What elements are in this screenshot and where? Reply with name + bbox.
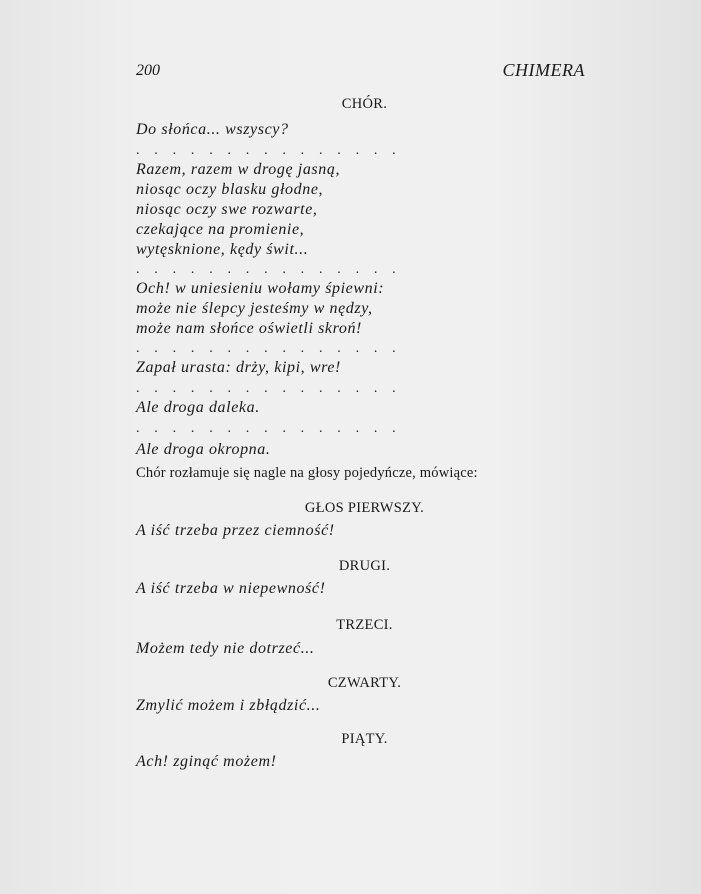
ellipsis-dot: . — [154, 262, 158, 277]
ellipsis-dot: . — [373, 381, 378, 396]
verse-line: wytęsknione, kędy świt... — [136, 241, 309, 258]
ellipsis-dot: . — [355, 262, 360, 277]
ellipsis-row — [136, 341, 410, 357]
ellipsis-dot: . — [373, 421, 378, 436]
verse-line: Zmylić możem i zbłądzić... — [136, 697, 321, 714]
ellipsis-dot: . — [172, 262, 177, 277]
ellipsis-dot: . — [136, 262, 140, 277]
ellipsis-dot: . — [318, 143, 323, 158]
speaker-heading — [0, 500, 701, 517]
ellipsis-dot: . — [227, 421, 231, 436]
verse-line: czekające na promienie, — [136, 221, 305, 238]
ellipsis-dot: . — [136, 143, 140, 158]
speaker-label: TRZECI. — [336, 617, 393, 633]
ellipsis-dot: . — [392, 143, 396, 158]
ellipsis-dot: . — [245, 262, 250, 277]
ellipsis-dot: . — [227, 381, 231, 396]
verse-line: A iść trzeba w niepewność! — [136, 580, 326, 597]
page-number: 200 — [136, 62, 160, 79]
ellipsis-dot: . — [190, 262, 195, 277]
verse-line: Zapał urasta: drży, kipi, wre! — [136, 359, 341, 376]
speaker-label: GŁOS PIERWSZY. — [304, 500, 425, 516]
ellipsis-dot: . — [154, 143, 158, 158]
ellipsis-dot: . — [154, 421, 158, 436]
verse-line: Do słońca... wszyscy? — [136, 121, 289, 138]
ellipsis-dot: . — [282, 143, 286, 158]
ellipsis-dot: . — [300, 341, 305, 356]
ellipsis-dot: . — [373, 143, 378, 158]
verse-line: Razem, razem w drogę jasną, — [136, 161, 341, 178]
verse-line: może nie ślepcy jesteśmy w nędzy, — [136, 300, 373, 317]
ellipsis-row — [136, 143, 410, 159]
ellipsis-dot: . — [318, 381, 323, 396]
ellipsis-dot: . — [337, 143, 341, 158]
ellipsis-dot: . — [300, 421, 305, 436]
running-title: CHIMERA — [502, 60, 585, 80]
ellipsis-dot: . — [209, 381, 213, 396]
ellipsis-dot: . — [355, 341, 360, 356]
ellipsis-dot: . — [282, 341, 286, 356]
ellipsis-dot: . — [136, 421, 140, 436]
ellipsis-dot: . — [282, 262, 286, 277]
ellipsis-dot: . — [172, 381, 177, 396]
ellipsis-dot: . — [264, 341, 268, 356]
speaker-heading — [0, 675, 701, 692]
ellipsis-dot: . — [318, 341, 323, 356]
speaker-heading — [0, 96, 701, 113]
ellipsis-dot: . — [245, 143, 250, 158]
ellipsis-dot: . — [264, 381, 268, 396]
verse-line: Możem tedy nie dotrzeć... — [136, 640, 315, 657]
speaker-heading — [0, 617, 701, 634]
ellipsis-dot: . — [318, 421, 323, 436]
ellipsis-dot: . — [154, 381, 158, 396]
ellipsis-dot: . — [392, 262, 396, 277]
verse-line: A iść trzeba przez ciemność! — [136, 522, 335, 539]
ellipsis-dot: . — [209, 262, 213, 277]
ellipsis-dot: . — [264, 262, 268, 277]
ellipsis-dot: . — [190, 341, 195, 356]
ellipsis-dot: . — [355, 381, 360, 396]
ellipsis-dot: . — [172, 421, 177, 436]
ellipsis-dot: . — [209, 421, 213, 436]
ellipsis-dot: . — [300, 143, 305, 158]
speaker-heading — [0, 731, 701, 748]
ellipsis-dot: . — [318, 262, 323, 277]
speaker-label: CHÓR. — [341, 96, 388, 112]
ellipsis-dot: . — [392, 381, 396, 396]
speaker-label: PIĄTY. — [341, 731, 388, 747]
ellipsis-dot: . — [282, 381, 286, 396]
ellipsis-dot: . — [373, 341, 378, 356]
ellipsis-dot: . — [190, 381, 195, 396]
ellipsis-dot: . — [373, 262, 378, 277]
ellipsis-dot: . — [355, 143, 360, 158]
ellipsis-dot: . — [172, 341, 177, 356]
ellipsis-dot: . — [190, 421, 195, 436]
ellipsis-dot: . — [227, 143, 231, 158]
ellipsis-dot: . — [337, 421, 341, 436]
ellipsis-dot: . — [355, 421, 360, 436]
verse-line: niosąc oczy blasku głodne, — [136, 181, 324, 198]
ellipsis-dot: . — [245, 341, 250, 356]
ellipsis-dot: . — [300, 381, 305, 396]
verse-line: niosąc oczy swe rozwarte, — [136, 201, 318, 218]
ellipsis-dot: . — [300, 262, 305, 277]
ellipsis-dot: . — [337, 381, 341, 396]
verse-line: Ach! zginąć możem! — [136, 753, 277, 770]
ellipsis-row — [136, 262, 410, 278]
stage-direction: Chór rozłamuje się nagle na głosy pojedyńcze, mówiące: — [136, 465, 478, 481]
ellipsis-row — [136, 381, 410, 397]
ellipsis-dot: . — [337, 341, 341, 356]
ellipsis-dot: . — [392, 421, 396, 436]
ellipsis-dot: . — [227, 341, 231, 356]
verse-line: może nam słońce oświetli skroń! — [136, 320, 362, 337]
verse-line: Ale droga okropna. — [136, 441, 271, 458]
ellipsis-dot: . — [392, 341, 396, 356]
ellipsis-dot: . — [264, 421, 268, 436]
ellipsis-dot: . — [245, 381, 250, 396]
speaker-label: CZWARTY. — [327, 675, 402, 691]
ellipsis-dot: . — [337, 262, 341, 277]
ellipsis-dot: . — [190, 143, 195, 158]
ellipsis-dot: . — [282, 421, 286, 436]
verse-line: Ale droga daleka. — [136, 399, 260, 416]
ellipsis-dot: . — [209, 143, 213, 158]
speaker-heading — [0, 558, 701, 575]
ellipsis-dot: . — [264, 143, 268, 158]
speaker-label: DRUGI. — [338, 558, 391, 574]
ellipsis-dot: . — [154, 341, 158, 356]
ellipsis-dot: . — [245, 421, 250, 436]
verse-line: Och! w uniesieniu wołamy śpiewni: — [136, 280, 385, 297]
ellipsis-dot: . — [136, 381, 140, 396]
ellipsis-dot: . — [227, 262, 231, 277]
ellipsis-dot: . — [136, 341, 140, 356]
ellipsis-dot: . — [209, 341, 213, 356]
ellipsis-row — [136, 421, 410, 437]
ellipsis-dot: . — [172, 143, 177, 158]
